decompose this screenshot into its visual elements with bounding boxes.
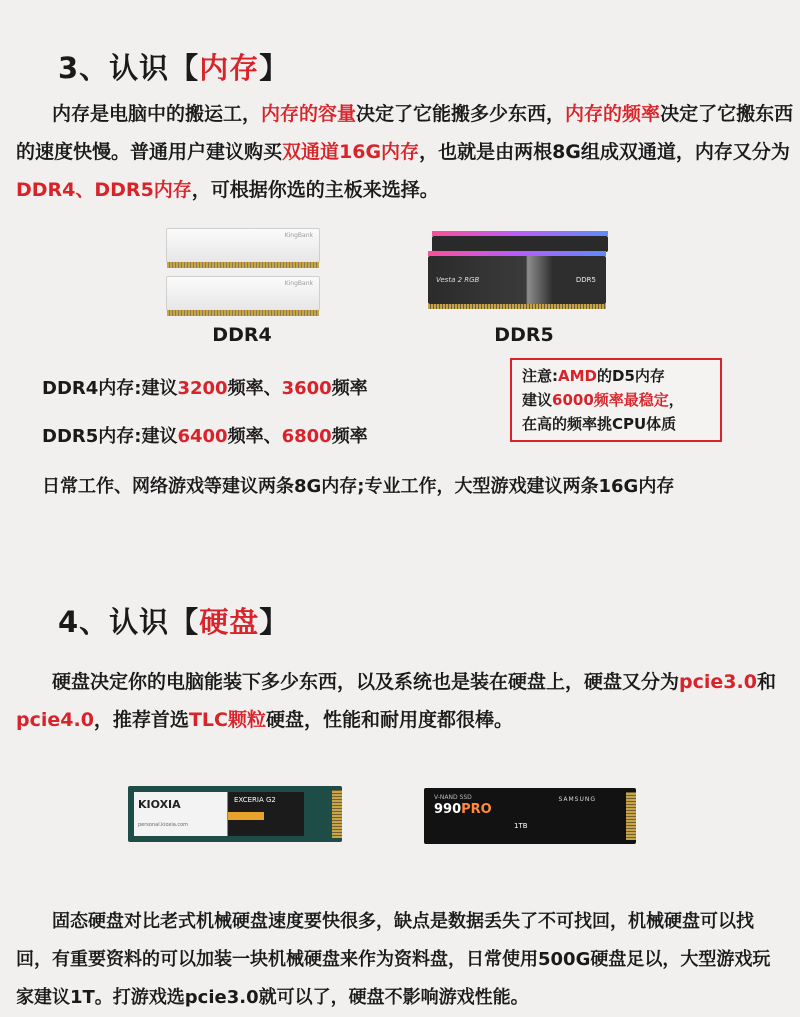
highlight-text: 双通道16G内存 [282, 141, 420, 163]
text-run: ，可根据你选的主板来选择。 [191, 179, 439, 201]
section3-intro [16, 95, 794, 209]
note-line [522, 388, 710, 412]
ssd-outro: 固态硬盘对比老式机械硬盘速度要快很多，缺点是数据丢失了不可找回，机械硬盘可以找回，有重要资料的可以加装一块机械硬盘来作为资料盘，日常使用500G硬盘足以，大型游戏玩家建议1T。打游戏选pcie3.0就可以了，硬盘不影响游戏性能。 [16, 911, 771, 1008]
ddr5-caption: DDR5 [494, 324, 554, 346]
text-run: 和 [756, 671, 776, 693]
text-run: 频率 [331, 378, 368, 399]
text-run: 内存是电脑中的搬运工， [52, 103, 262, 125]
ddr5-ram-image: Vesta 2 RGB DDR5 [428, 226, 618, 316]
ddr4-recommendation [42, 370, 368, 408]
text-run: 决定了它能搬多少东西， [356, 103, 566, 125]
highlight-text: 6800 [281, 426, 332, 447]
amd-note-box [510, 358, 722, 442]
text-run: DDR5内存:建议 [42, 426, 178, 447]
note-line [522, 412, 710, 436]
highlight-text: 6000频率最稳定 [552, 391, 669, 409]
highlight-text: AMD [558, 367, 597, 385]
section4-title: 4、认识【硬盘】 [58, 605, 290, 639]
text-run: 在高的频率挑CPU体质 [522, 415, 677, 433]
text-run: ，推荐首选 [93, 709, 189, 731]
highlight-text: 3200 [177, 378, 228, 399]
highlight-text: pcie3.0 [679, 671, 757, 693]
kioxia-ssd-image: KIOXIA personal.kioxia.com EXCERIA G2 [128, 786, 342, 842]
text-run: 硬盘决定你的电脑能装下多少东西，以及系统也是装在硬盘上，硬盘又分为 [52, 671, 680, 693]
highlight-text: 3600 [281, 378, 332, 399]
section3-title: 3、认识【内存】 [58, 51, 290, 85]
samsung-ssd-image: V-NAND SSD SAMSUNG 990PRO 1TB [424, 788, 636, 844]
section4-intro [16, 663, 794, 739]
text-run: 的D5内存 [597, 367, 665, 385]
highlight-text: 内存的频率 [565, 103, 661, 125]
text-run: DDR4内存:建议 [42, 378, 178, 399]
highlight-text: TLC颗粒 [188, 709, 266, 731]
highlight-text: pcie4.0 [16, 709, 94, 731]
note-line [522, 364, 710, 388]
text-run: 频率 [331, 426, 368, 447]
text-run: 频率、 [227, 378, 282, 399]
text-run: 注意: [522, 367, 558, 385]
text-run: ，也就是由两根8G组成双通道，内存又分为 [419, 141, 790, 163]
text-run: 决定了它搬东西的速度快慢。普通用户建议购买 [16, 103, 794, 163]
ddr4-caption: DDR4 [212, 324, 272, 346]
text-run: 硬盘，性能和耐用度都很棒。 [265, 709, 513, 731]
highlight-text: DDR4、DDR5内存 [16, 179, 192, 201]
highlight-text: 内存的容量 [261, 103, 357, 125]
text-run: ， [668, 391, 684, 409]
memory-usage-advice: 日常工作、网络游戏等建议两条8G内存;专业工作，大型游戏建议两条16G内存 [42, 476, 675, 497]
ddr4-ram-image: KingBank KingBank [166, 224, 326, 324]
text-run: 频率、 [227, 426, 282, 447]
highlight-text: 6400 [177, 426, 228, 447]
ddr5-recommendation [42, 418, 368, 456]
text-run: 建议 [522, 391, 553, 409]
